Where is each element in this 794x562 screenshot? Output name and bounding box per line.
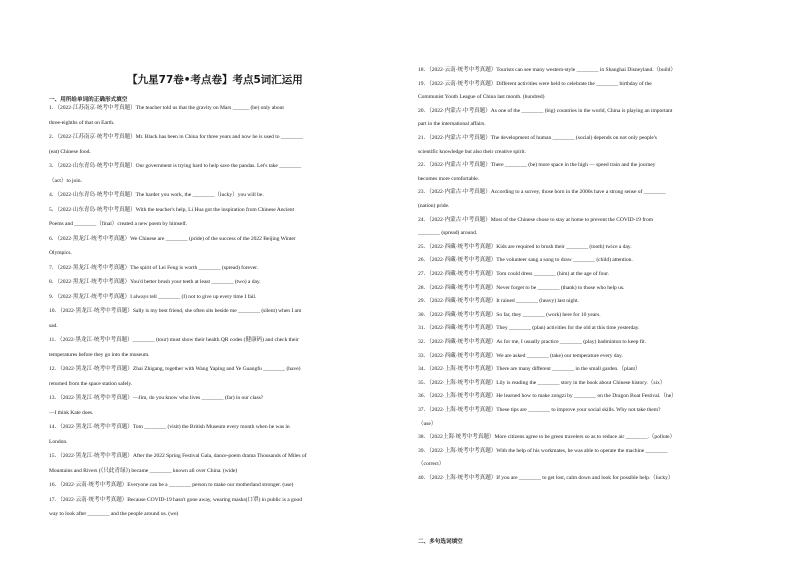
exercise-line: 15．（2022·黑龙江·统考中考真题）After the 2022 Spring Festival Gala, dance-poem drama Thousands of Miles of — [49, 453, 307, 459]
exercise-line: 35．（2022·上海·统考中考真题）Lily is reading the ________ story in the book about Chinese history.（six） — [418, 379, 666, 386]
exercise-line: 26．（2022·西藏·统考中考真题）The volunteer sang a song to draw ________ (child) attention. — [418, 257, 633, 264]
exercise-line: 30．（2022·西藏·统考中考真题）So far, they ________ (work) here for 10 years. — [418, 311, 601, 318]
exercise-line: part in the international affairs. — [418, 121, 486, 128]
exercise-line: 7．（2022·黑龙江·统考中考真题）The spirit of Lei Feng is worth ________ (spread) forever. — [49, 264, 258, 271]
exercise-line: 38．（2022上海·统考中考真题）More citizens agree to be green travelers so as to reduce air ________.（pollute） — [418, 434, 676, 441]
exercise-line: London. — [49, 438, 68, 445]
section-heading-1: 一、用所给单词的正确形式填空 — [49, 97, 128, 103]
exercise-line: Poems and ________（final）created a new poem by himself. — [49, 221, 187, 227]
exercise-line: 25．（2022·西藏·统考中考真题）Kids are required to brush their ________ (tooth) twice a day. — [418, 243, 632, 250]
exercise-line: three-eighths of that on Earth. — [49, 119, 115, 126]
exercise-line: 13．（2022·黑龙江·统考中考真题）—Jim, do you know who lives ________ (far) in our class? — [49, 395, 264, 401]
exercise-line: （use） — [418, 420, 437, 427]
exercise-line: (eat) Chinese food. — [49, 148, 91, 155]
exercise-line: 14．（2022·黑龙江·统考中考真题）Tom ________ (visit) the British Museum every month when he was in — [49, 424, 290, 430]
exercise-line: 31．（2022·西藏·统考中考真题）They ________ (plan) activities for the old at this time yesterday. — [418, 325, 640, 332]
exercise-line: Mountains and Rivers (《只此青绿》) became ________ known all over China. (wide) — [49, 467, 238, 474]
exercise-line: 28．（2022·西藏·统考中考真题）Never forget to be ________ (thank) to those who help us. — [418, 284, 625, 291]
exercise-line: Olympics. — [49, 250, 72, 256]
section-heading-2: 二、多句选词填空 — [418, 539, 463, 545]
exercise-line: 8．（2022·黑龙江·统考中考真题）You'd better brush your teeth at least ________ (two) a day. — [49, 279, 261, 285]
exercise-line: 6．（2022·黑龙江·统考中考真题）We Chinese are ________ (pride) of the success of the 2022 Beijing Winter — [49, 235, 296, 242]
exercise-line: 1．（2022·江苏南京·统考中考真题）The teacher told us that the gravity on Mars ______ (be) only about — [49, 105, 284, 111]
exercise-line: 34．（2022·上海·统考中考真题）There are many different ________ in the small garden.（plant） — [418, 366, 641, 373]
exercise-line: （act）to join. — [49, 177, 82, 184]
exercise-line: 4．（2022·山东青岛·统考中考真题）The harder you work, the ________（lucky）you will be. — [49, 192, 264, 198]
exercise-line: —I think Kate does. — [49, 409, 94, 416]
exercise-line: temperatures before they go into the museum. — [49, 351, 150, 358]
exercise-line: 23．（2022·内蒙古·中考真题）According to a survey, those born in the 2000s have a strong sense of ________ — [418, 189, 666, 196]
exercise-line: 11．（2022·黑龙江·统考中考真题）________ (tour) must show their health QR codes (健康码) and check their — [49, 337, 299, 343]
exercise-line: 29．（2022·西藏·统考中考真题）It rained ________ (heavy) last night. — [418, 298, 579, 305]
exercise-line: 5．（2022·山东青岛·统考中考真题）With the teacher's help, Li Hua got the inspiration from Chinese Ancient — [49, 206, 295, 213]
exercise-line: 36．（2022·上海·统考中考真题）He learned how to make zongzi by ________ on the Dragon Boat Festival.（he） — [418, 393, 677, 400]
exercise-line: 3．（2022·山东青岛·统考中考真题）Our government is trying hard to help save the pandas. Let's take ________ — [49, 163, 302, 169]
exercise-line: 12．（2022·黑龙江·统考中考真题）Zhai Zhigang, together with Wang Yaping and Ye Guangfu ________ (have) — [49, 366, 301, 372]
exercise-line: scientific knowledge but also their creative spirit. — [418, 148, 526, 155]
exercise-line: ________ (spread) around. — [418, 230, 478, 237]
exercise-line: 33．（2022·西藏·统考中考真题）We are asked ________ (take) our temperature every day. — [418, 352, 623, 359]
exercise-line: 9．（2022·黑龙江·统考中考真题）I always tell ________ (I) not to give up every time I fail. — [49, 293, 257, 300]
exercise-line: 21．（2022·内蒙古·中考真题）The development of human ________ (social) depends on not only people's — [418, 135, 657, 141]
exercise-line: 20．（2022·内蒙古·中考真题）As one of the ________ (big) countries in the world, China is playing an important — [418, 107, 673, 114]
exercise-line: 17．（2022·云南·统考中考真题）Because COVID-19 hasn't gone away, wearing masks(口罩) in public is a good — [49, 496, 303, 503]
exercise-line: 39．（2022·上海·统考中考真题）With the help of his workmates, he was able to operate the machine ________ — [418, 447, 668, 454]
exercise-line: (nation) pride. — [418, 203, 450, 209]
exercise-line: 22．（2022·内蒙古·中考真题）There ________ (be) more space in the high — speed train and the journey — [418, 162, 656, 169]
exercise-line: 10．（2022·黑龙江·统考中考真题）Sally is my best friend, she often sits beside me ________ (silent) when I am — [49, 308, 302, 314]
exercise-line: 18．（2022·云南·统考中考真题）Tourists can see many western-style ________ in Shanghai Disneyland.（build） — [418, 67, 676, 73]
exercise-line: 24．（2022·内蒙古·中考真题）Most of the Chinese chose to stay at home to prevent the COVID-19 from — [418, 216, 654, 223]
exercise-line: Communist Youth League of China last month. (hundred) — [418, 94, 545, 101]
exercise-line: （correct） — [418, 461, 445, 468]
exercise-line: returned from the space station safely. — [49, 380, 133, 387]
exercise-line: 19．（2022·云南·统考中考真题）Different activities were held to celebrate the ________ birthday of the — [418, 80, 652, 87]
exercise-line: 16．（2022·云南·统考中考真题）Everyone can be a ________ person to make our motherland stronger. (use) — [49, 482, 294, 488]
exercise-line: way to look after ________ and the people around us. (we) — [49, 511, 179, 517]
exercise-line: sad. — [49, 322, 58, 329]
exercise-line: 27．（2022·西藏·统考中考真题）Tom could dress ________ (him) at the age of four. — [418, 271, 609, 277]
exercise-line: 32．（2022·西藏·统考中考真题）As for me, I usually practice ________ (play) badminton to keep fit. — [418, 339, 646, 345]
exercise-line: 40．（2022·上海·统考中考真题）If you are ________ to get lost, calm down and look for possible help.（lucky） — [418, 475, 674, 481]
exercise-line: 37．（2022·上海·统考中考真题）These tips are ________ to improve your social skills. Why not take them? — [418, 407, 661, 413]
worksheet-title: 【九星77卷•考点卷】考点5词汇运用 — [127, 74, 303, 86]
exercise-line: 2．（2022·江苏南京·统考中考真题）Mr. Black has been in China for three years and now he is used to ________ — [49, 134, 303, 140]
exercise-line: becomes more comfortable. — [418, 175, 480, 182]
